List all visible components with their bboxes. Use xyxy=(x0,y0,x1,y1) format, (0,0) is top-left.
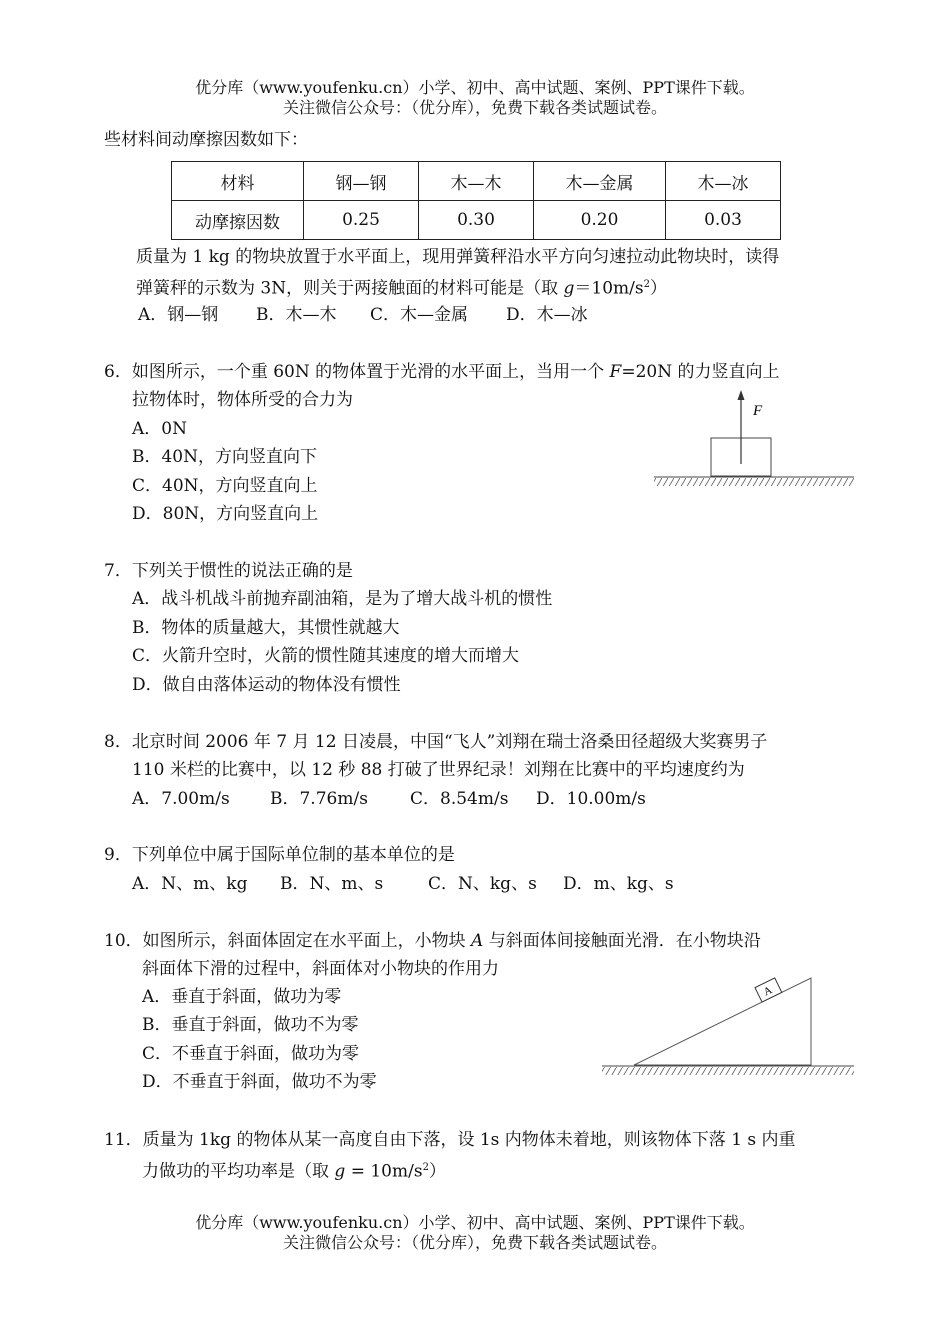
q10-option-c: C．不垂直于斜面，做功为零 xyxy=(142,1044,360,1064)
q10-figure xyxy=(598,968,860,1078)
q6-option-a: A．0N xyxy=(132,419,187,439)
incline xyxy=(634,978,811,1065)
q5-text-1: 质量为 1 kg 的物块放置于水平面上，现用弹簧秤沿水平方向匀速拉动此物块时，读得 xyxy=(136,247,780,267)
q10-option-d: D．不垂直于斜面，做功不为零 xyxy=(142,1072,377,1092)
table-cell: 0.25 xyxy=(304,201,419,240)
q6-option-c: C．40N，方向竖直向上 xyxy=(132,476,318,496)
q5-option-c: C．木—金属 xyxy=(370,305,469,325)
q8-option-d: D．10.00m/s xyxy=(536,789,646,809)
footer-line-1: 优分库（www.youfenku.cn）小学、初中、高中试题、案例、PPT课件下载。 xyxy=(195,1213,755,1232)
footer-line-2: 关注微信公众号：（优分库），免费下载各类试题试卷。 xyxy=(282,1233,667,1252)
q5-intro: 些材料间动摩擦因数如下： xyxy=(104,130,308,150)
ground-hatch xyxy=(654,478,854,486)
q11-stem-1: 11．质量为 1kg 的物体从某一高度自由下落，设 1s 内物体未着地，则该物体下落 1 s 内重 xyxy=(104,1130,796,1150)
q9-option-a: A．N、m、kg xyxy=(132,874,248,894)
table-header-cell: 钢—钢 xyxy=(304,162,419,201)
block-a-label: A xyxy=(761,984,775,999)
q6-stem-1: 6．如图所示，一个重 60N 的物体置于光滑的水平面上，当用一个 F=20N 的力竖直向上 xyxy=(104,362,780,382)
q10-option-a: A．垂直于斜面，做功为零 xyxy=(142,987,342,1007)
q9-option-d: D．m、kg、s xyxy=(563,874,674,894)
q11-stem-2: 力做功的平均功率是（取 $g = 10m/s^2$） xyxy=(142,1161,446,1182)
table-header-cell: 木—木 xyxy=(419,162,534,201)
q6-stem-2: 拉物体时，物体所受的合力为 xyxy=(132,390,353,410)
table-cell: 0.30 xyxy=(419,201,534,240)
q8-option-a: A．7.00m/s xyxy=(132,789,230,809)
q6-option-b: B．40N，方向竖直向下 xyxy=(132,447,317,467)
q6-option-d: D．80N，方向竖直向上 xyxy=(132,504,319,524)
force-arrow-icon xyxy=(738,390,745,400)
q5-option-a: A．钢—钢 xyxy=(138,305,219,325)
table-cell: 动摩擦因数 xyxy=(172,201,304,240)
force-label: F xyxy=(753,403,763,419)
q7-stem: 7．下列关于惯性的说法正确的是 xyxy=(104,561,353,581)
table-row xyxy=(172,162,781,201)
q10-stem-1: 10．如图所示，斜面体固定在水平面上，小物块 A 与斜面体间接触面光滑．在小物块沿 xyxy=(104,931,761,951)
block-a xyxy=(755,978,782,1002)
q9-option-b: B．N、m、s xyxy=(280,874,384,894)
table-row xyxy=(172,201,781,240)
q5-option-d: D．木—冰 xyxy=(506,305,588,325)
q8-option-b: B．7.76m/s xyxy=(270,789,368,809)
q7-option-d: D．做自由落体运动的物体没有惯性 xyxy=(132,675,401,695)
q7-option-c: C．火箭升空时，火箭的惯性随其速度的增大而增大 xyxy=(132,646,520,666)
ground-hatch xyxy=(602,1067,854,1075)
q9-option-c: C．N、kg、s xyxy=(428,874,537,894)
q10-stem-2: 斜面体下滑的过程中，斜面体对小物块的作用力 xyxy=(142,959,499,979)
q8-stem-2: 110 米栏的比赛中，以 12 秒 88 打破了世界纪录！刘翔在比赛中的平均速度约为 xyxy=(132,760,745,780)
header-line-1: 优分库（www.youfenku.cn）小学、初中、高中试题、案例、PPT课件下载。 xyxy=(195,78,755,97)
q10-option-b: B．垂直于斜面，做功不为零 xyxy=(142,1015,359,1035)
q8-option-c: C．8.54m/s xyxy=(410,789,509,809)
q8-stem-1: 8．北京时间 2006 年 7 月 12 日凌晨，中国“飞人”刘翔在瑞士洛桑田径超级大奖赛男子 xyxy=(104,732,768,752)
friction-table xyxy=(171,161,781,240)
q5-text-2: 弹簧秤的示数为 3N，则关于两接触面的材料可能是（取 $g=10m/s^2$） xyxy=(136,278,667,299)
header-line-2: 关注微信公众号：（优分库），免费下载各类试题试卷。 xyxy=(282,98,667,117)
table-cell: 0.20 xyxy=(534,201,666,240)
table-header-cell: 木—冰 xyxy=(666,162,781,201)
q6-figure xyxy=(650,388,856,488)
table-header-cell: 木—金属 xyxy=(534,162,666,201)
q5-option-b: B．木—木 xyxy=(256,305,337,325)
table-header-cell: 材料 xyxy=(172,162,304,201)
q9-stem: 9．下列单位中属于国际单位制的基本单位的是 xyxy=(104,845,455,865)
q7-option-a: A．战斗机战斗前抛弃副油箱，是为了增大战斗机的惯性 xyxy=(132,589,553,609)
q7-option-b: B．物体的质量越大，其惯性就越大 xyxy=(132,618,400,638)
table-cell: 0.03 xyxy=(666,201,781,240)
